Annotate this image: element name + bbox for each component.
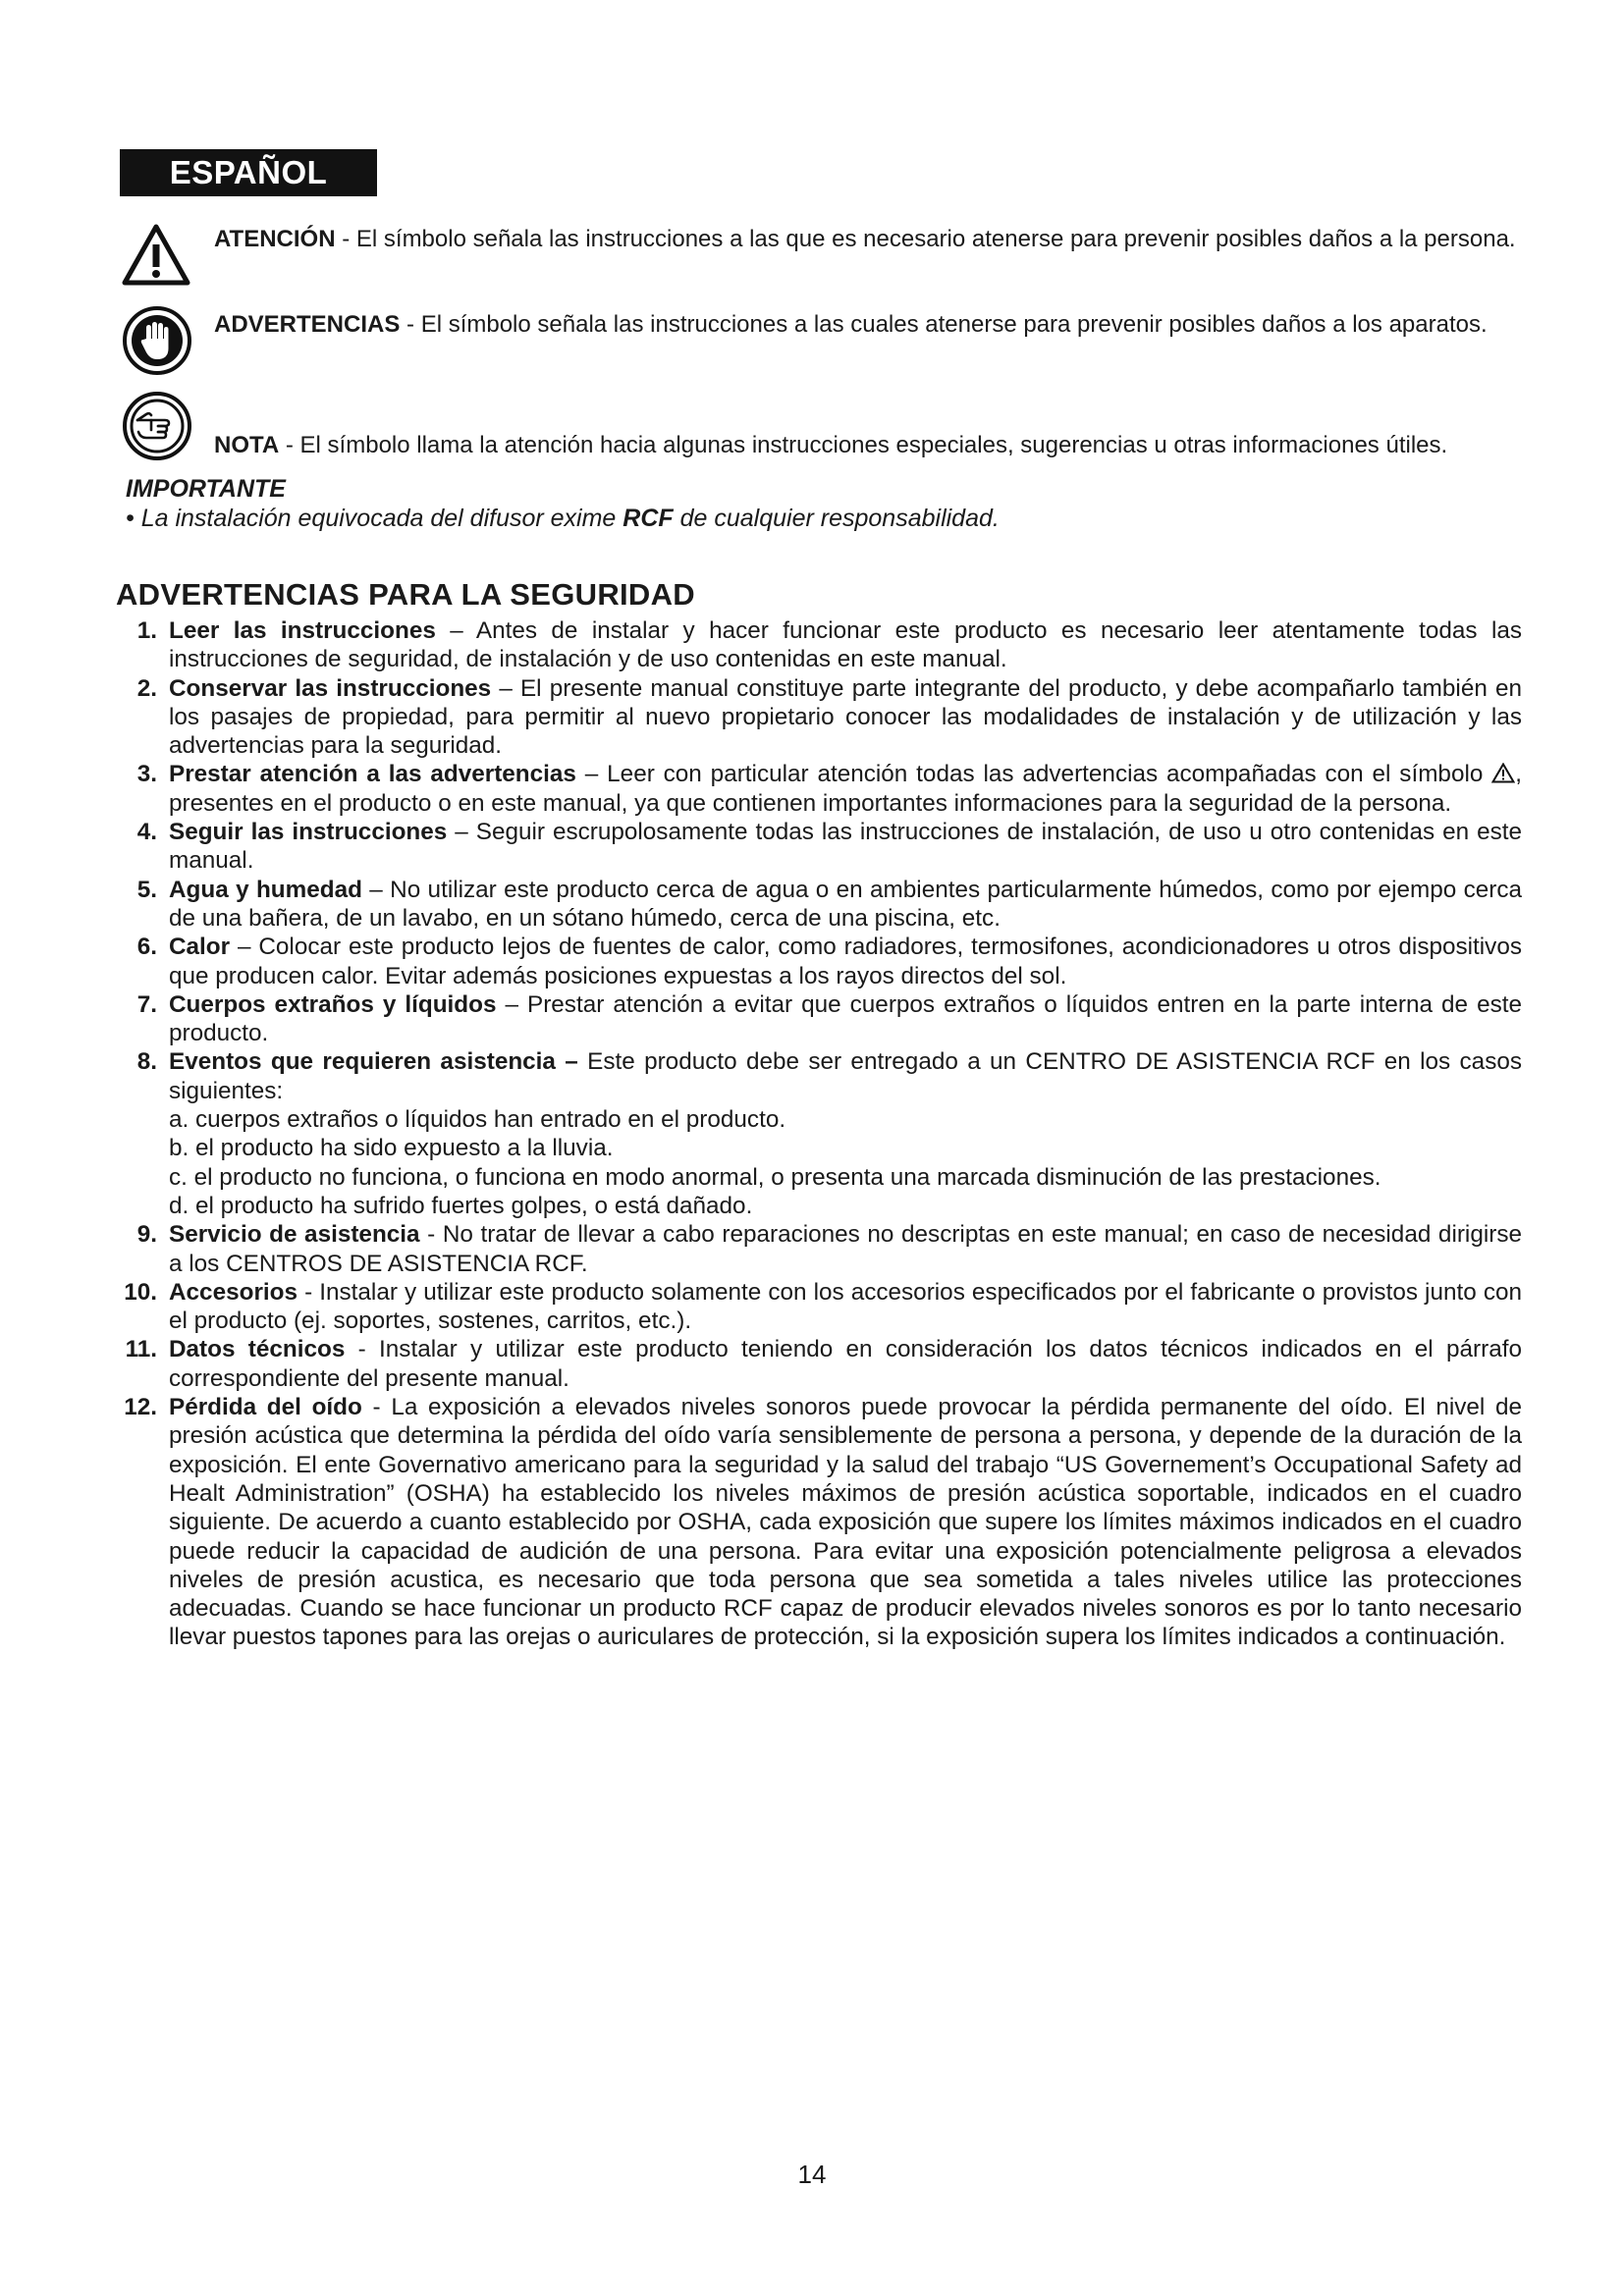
list-item: 9. Servicio de asistencia - No tratar de llevar a cabo reparaciones no descriptas en este manual; en caso de necesidad dirigirse a los CENTROS DE ASISTENCIA RCF. [136,1221,1522,1277]
list-item: 5. Agua y humedad – No utilizar este producto cerca de agua o en ambientes particularmente húmedos, como por ejempo cerca de una bañera, de un lavabo, en un sótano húmedo, cerca de una piscina, etc. [136,876,1522,932]
list-item: 10. Accesorios - Instalar y utilizar este producto solamente con los accesorios especificados por el fabricante o provistos junto con el producto (ej. soportes, sostenes, carritos, etc.). [124,1278,1522,1335]
hand-stop-icon [122,305,192,376]
pointing-hand-icon [122,391,192,461]
section-title: ADVERTENCIAS PARA LA SEGURIDAD [116,577,695,612]
warning-triangle-icon [122,224,190,287]
page-number: 14 [797,2160,827,2189]
sub-item: a. cuerpos extraños o líquidos han entrado en el producto. [169,1106,786,1134]
symbol-note-text: NOTA - El símbolo llama la atención hacia algunas instrucciones especiales, sugerencias u otras informaciones útiles. [214,432,1448,458]
sub-item: c. el producto no funciona, o funciona en modo anormal, o presenta una marcada disminución de las prestaciones. [169,1163,1381,1191]
sub-item: b. el producto ha sido expuesto a la lluvia. [169,1135,614,1162]
importante-bullet: • La instalación equivocada del difusor exime RCF de cualquier responsabilidad. [126,505,1000,532]
warning-triangle-icon [1491,763,1515,783]
sub-item: d. el producto ha sufrido fuertes golpes, o está dañado. [169,1192,753,1219]
list-item: 7. Cuerpos extraños y líquidos – Prestar atención a evitar que cuerpos extraños o líquidos entren en la parte interna de este producto. [136,990,1522,1047]
list-item: 8. Eventos que requieren asistencia – Este producto debe ser entregado a un CENTRO DE ASISTENCIA RCF en los casos siguientes: a. cuerpos extraños o líquidos han entrado en el producto. b. el producto ha sido expuesto a la lluvia. c. el producto no funciona, o funciona en modo anormal, o presenta una marcada disminución de las prestaciones. d. el producto ha sufrido fuertes golpes, o está dañado. [136,1048,1523,1219]
list-item: 3. Prestar atención a las advertencias – Leer con particular atención todas las advertencias acompañadas con el símbolo , presentes en el producto o en este manual, ya que contienen importantes informaciones para la seguridad de la persona. [136,761,1522,817]
importante-heading: IMPORTANTE [126,475,286,503]
symbol-warnings-text: ADVERTENCIAS - El símbolo señala las instrucciones a las cuales atenerse para prevenir posibles daños a los aparatos. [214,311,1488,338]
list-item: 1. Leer las instrucciones – Antes de instalar y hacer funcionar este producto es necesario leer atentamente todas las instrucciones de seguridad, de instalación y de uso contenidas en este manual. [136,617,1523,673]
list-item: 2. Conservar las instrucciones – El presente manual constituye parte integrante del producto, y debe acompañarlo también en los pasajes de propiedad, para permitir al nuevo propietario conocer las modalidades de instalación y de utilización y las advertencias para la seguridad. [136,674,1522,760]
list-item: 12. Pérdida del oído - La exposición a elevados niveles sonoros puede provocar la pérdida permanente del oído. El nivel de presión acústica que determina la pérdida del oído varía sensiblemente de persona a persona, y depende de la duración de la exposición. El ente Governativo americano para la seguridad y la salud del trabajo “US Governement’s Occupational Safety ad Healt Administration” (OSHA) ha establecido los niveles máximos de presión acústica soportable, indicados en el cuadro siguiente. De acuerdo a cuanto establecido por OSHA, cada exposición que supere los límites máximos indicados en el cuadro puede reducir la capacidad de audición de una persona. Para evitar una exposición potencialmente peligrosa a elevados niveles de presión acustica, es necesario que toda persona que sea sometida a tales niveles utilice las protecciones adecuadas. Cuando se hace funcionar un producto RCF capaz de producir elevados niveles sonoros es por lo tanto necesario llevar puestos tapones para las orejas o auriculares de protección, si la exposición supera los límites indicados a continuación. [124,1394,1522,1651]
list-item: 11. Datos técnicos - Instalar y utilizar este producto teniendo en consideración los datos técnicos indicados en el párrafo correspondiente del presente manual. [125,1336,1522,1392]
list-item: 6. Calor – Colocar este producto lejos de fuentes de calor, como radiadores, termosifones, acondicionadores u otros dispositivos que producen calor. Evitar además posiciones expuestas a los rayos directos del sol. [136,934,1522,989]
language-tab: ESPAÑOL [120,149,377,196]
list-item: 4. Seguir las instrucciones – Seguir escrupolosamente todas las instrucciones de instalación, de uso u otro contenidas en este manual. [136,819,1522,875]
safety-list [116,616,1522,1652]
symbol-attention-text: ATENCIÓN - El símbolo señala las instrucciones a las que es necesario atenerse para prevenir posibles daños a la persona. [214,226,1516,252]
